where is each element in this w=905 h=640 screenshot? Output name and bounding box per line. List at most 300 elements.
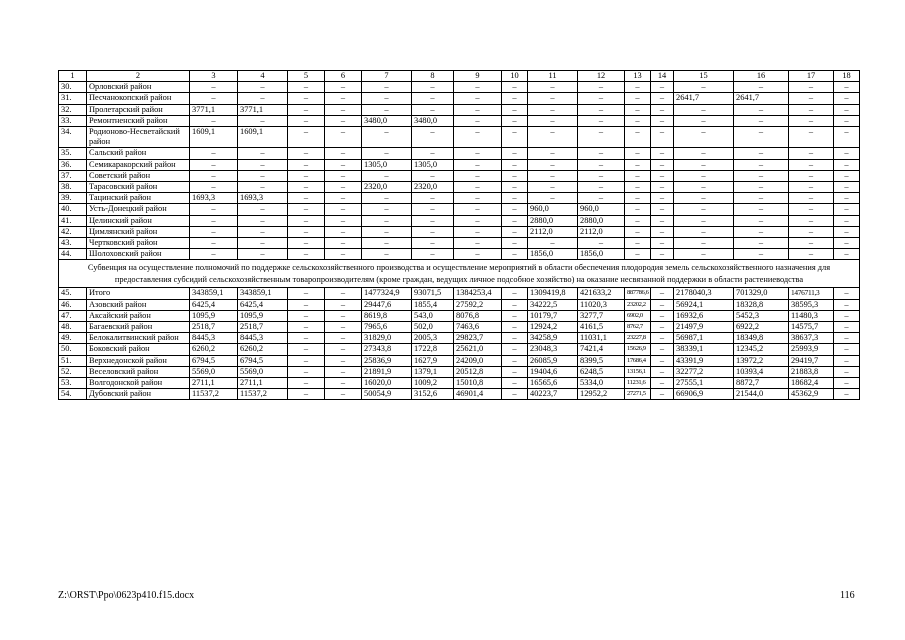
table-cell: 1305,0 <box>412 159 454 170</box>
table-cell: – <box>502 249 528 260</box>
table-cell: – <box>651 82 674 93</box>
table-cell: – <box>651 93 674 104</box>
table-cell: – <box>190 93 238 104</box>
table-cell: 27555,1 <box>674 378 734 389</box>
table-cell: – <box>578 127 625 148</box>
table-cell: 1384253,4 <box>454 288 502 299</box>
table-cell: – <box>238 182 288 193</box>
table-row <box>59 355 860 366</box>
table-cell: – <box>362 170 412 181</box>
row-number-cell: 41. <box>59 215 87 226</box>
table-cell: 2112,0 <box>578 226 625 237</box>
table-cell: – <box>325 288 362 299</box>
table-cell: 6922,2 <box>734 322 789 333</box>
table-cell: 2005,3 <box>412 333 454 344</box>
table-cell: – <box>288 182 325 193</box>
subsidy-table <box>58 70 860 400</box>
table-cell: – <box>528 115 578 126</box>
table-cell: 32277,2 <box>674 366 734 377</box>
table-cell: 8399,5 <box>578 355 625 366</box>
table-cell: – <box>578 82 625 93</box>
table-cell: – <box>834 215 860 226</box>
table-cell: – <box>674 127 734 148</box>
row-number-cell: 47. <box>59 310 87 321</box>
table-cell: 6425,4 <box>190 299 238 310</box>
table-cell: 6902,0 <box>625 310 651 321</box>
table-cell: – <box>362 127 412 148</box>
row-number-cell: 44. <box>59 249 87 260</box>
table-cell: – <box>502 182 528 193</box>
table-cell: – <box>834 170 860 181</box>
table-cell: – <box>325 215 362 226</box>
table-row <box>59 333 860 344</box>
table-cell: – <box>651 238 674 249</box>
table-cell: 11537,2 <box>190 389 238 400</box>
row-number-cell: 48. <box>59 322 87 333</box>
column-number-cell: 3 <box>190 71 238 82</box>
row-number-cell: 51. <box>59 355 87 366</box>
table-cell: – <box>288 249 325 260</box>
table-cell: 25621,0 <box>454 344 502 355</box>
table-cell: – <box>502 226 528 237</box>
table-cell: – <box>502 104 528 115</box>
table-cell: – <box>288 333 325 344</box>
table-cell: – <box>674 226 734 237</box>
table-cell: 24209,0 <box>454 355 502 366</box>
table-cell: – <box>789 159 834 170</box>
table-cell: – <box>325 193 362 204</box>
table-cell: – <box>454 127 502 148</box>
table-cell: – <box>238 148 288 159</box>
table-cell: 15626,9 <box>625 344 651 355</box>
district-name-cell: Верхнедонской район <box>87 355 190 366</box>
table-cell: – <box>502 288 528 299</box>
table-cell: – <box>502 127 528 148</box>
table-cell: 5452,3 <box>734 310 789 321</box>
row-number-cell: 38. <box>59 182 87 193</box>
table-cell: – <box>412 148 454 159</box>
table-cell: – <box>789 82 834 93</box>
district-name-cell: Азовский район <box>87 299 190 310</box>
table-cell: 8445,3 <box>238 333 288 344</box>
table-cell: 5569,0 <box>190 366 238 377</box>
table-cell: – <box>362 148 412 159</box>
table-cell: 26085,9 <box>528 355 578 366</box>
table-row <box>59 249 860 260</box>
table-cell: – <box>325 170 362 181</box>
table-cell: – <box>651 159 674 170</box>
table-cell: – <box>651 322 674 333</box>
column-number-cell: 18 <box>834 71 860 82</box>
table-cell: – <box>625 215 651 226</box>
district-name-cell: Усть-Донецкий район <box>87 204 190 215</box>
column-number-cell: 16 <box>734 71 789 82</box>
table-cell: – <box>734 204 789 215</box>
footer-file-path: Z:\ORST\Ppo\0623p410.f15.docx <box>58 590 195 601</box>
column-number-cell: 8 <box>412 71 454 82</box>
table-cell: 16020,0 <box>362 378 412 389</box>
table-cell: 1095,9 <box>238 310 288 321</box>
table-cell: – <box>238 249 288 260</box>
table-cell: 887786,6 <box>625 288 651 299</box>
table-cell: – <box>288 159 325 170</box>
table-cell: – <box>412 249 454 260</box>
district-name-cell: Целинский район <box>87 215 190 226</box>
table-cell: – <box>238 170 288 181</box>
table-cell: 45362,9 <box>789 389 834 400</box>
table-cell: – <box>834 366 860 377</box>
table-cell: 8076,8 <box>454 310 502 321</box>
table-cell: 93071,5 <box>412 288 454 299</box>
table-cell: 960,0 <box>578 204 625 215</box>
table-cell: 21544,0 <box>734 389 789 400</box>
table-cell: – <box>325 204 362 215</box>
row-number-cell: 52. <box>59 366 87 377</box>
column-number-row <box>59 71 860 82</box>
table-cell: – <box>789 215 834 226</box>
table-cell: – <box>502 170 528 181</box>
table-cell: – <box>325 310 362 321</box>
table-cell: 8445,3 <box>190 333 238 344</box>
table-cell: 1693,3 <box>238 193 288 204</box>
table-cell: – <box>238 159 288 170</box>
column-number-cell: 1 <box>59 71 87 82</box>
table-cell: 14575,7 <box>789 322 834 333</box>
table-cell: – <box>834 127 860 148</box>
table-cell: 8872,7 <box>734 378 789 389</box>
district-name-cell: Итого <box>87 288 190 299</box>
page-number: 116 <box>840 590 855 601</box>
column-number-cell: 5 <box>288 71 325 82</box>
table-cell: 5569,0 <box>238 366 288 377</box>
table-cell: – <box>651 127 674 148</box>
table-cell: 1627,9 <box>412 355 454 366</box>
table-cell: – <box>734 226 789 237</box>
table-cell: – <box>734 170 789 181</box>
district-name-cell: Тарасовский район <box>87 182 190 193</box>
table-cell: – <box>674 215 734 226</box>
table-cell: – <box>834 299 860 310</box>
table-cell: 3771,1 <box>238 104 288 115</box>
column-number-cell: 11 <box>528 71 578 82</box>
table-cell: – <box>834 238 860 249</box>
table-cell: 12952,2 <box>578 389 625 400</box>
table-cell: 27271,5 <box>625 389 651 400</box>
table-cell: 23048,3 <box>528 344 578 355</box>
table-cell: – <box>362 82 412 93</box>
row-number-cell: 30. <box>59 82 87 93</box>
table-cell: 1609,1 <box>238 127 288 148</box>
table-cell: – <box>578 115 625 126</box>
table-cell: – <box>578 148 625 159</box>
table-cell: – <box>288 193 325 204</box>
table-cell: – <box>789 226 834 237</box>
table-cell: – <box>325 159 362 170</box>
table-cell: – <box>834 159 860 170</box>
table-cell: – <box>734 104 789 115</box>
table-cell: – <box>454 93 502 104</box>
table-cell: – <box>502 322 528 333</box>
table-cell: – <box>412 82 454 93</box>
table-cell: 13156,1 <box>625 366 651 377</box>
table-cell: – <box>362 238 412 249</box>
table-cell: 1693,3 <box>190 193 238 204</box>
table-row <box>59 226 860 237</box>
table-cell: – <box>325 148 362 159</box>
table-cell: 1609,1 <box>190 127 238 148</box>
table-cell: – <box>190 115 238 126</box>
table-cell: – <box>502 215 528 226</box>
table-cell: – <box>454 226 502 237</box>
table-cell: – <box>288 366 325 377</box>
table-cell: – <box>625 193 651 204</box>
table-cell: 29419,7 <box>789 355 834 366</box>
table-cell: – <box>325 127 362 148</box>
table-cell: – <box>412 104 454 115</box>
table-cell: 56924,1 <box>674 299 734 310</box>
table-body <box>59 71 860 400</box>
table-cell: – <box>789 238 834 249</box>
table-cell: – <box>325 344 362 355</box>
table-cell: – <box>528 148 578 159</box>
table-cell: – <box>578 159 625 170</box>
table-cell: – <box>834 204 860 215</box>
table-cell: – <box>288 215 325 226</box>
table-cell: 5334,0 <box>578 378 625 389</box>
row-number-cell: 43. <box>59 238 87 249</box>
district-name-cell: Песчанокопский район <box>87 93 190 104</box>
table-cell: – <box>454 238 502 249</box>
table-cell: 1856,0 <box>578 249 625 260</box>
table-cell: – <box>325 226 362 237</box>
section-title-row <box>59 260 860 288</box>
table-cell: 2178040,3 <box>674 288 734 299</box>
table-cell: – <box>190 226 238 237</box>
table-cell: 2112,0 <box>528 226 578 237</box>
table-cell: – <box>625 238 651 249</box>
table-cell: – <box>325 182 362 193</box>
table-cell: 1095,9 <box>190 310 238 321</box>
table-row <box>59 344 860 355</box>
table-cell: 960,0 <box>528 204 578 215</box>
table-cell: – <box>528 93 578 104</box>
table-cell: – <box>362 249 412 260</box>
table-cell: – <box>674 170 734 181</box>
table-cell: – <box>412 204 454 215</box>
table-cell: – <box>288 389 325 400</box>
table-cell: 1379,1 <box>412 366 454 377</box>
table-cell: 18682,4 <box>789 378 834 389</box>
table-cell: 1009,2 <box>412 378 454 389</box>
row-number-cell: 42. <box>59 226 87 237</box>
district-name-cell: Аксайский район <box>87 310 190 321</box>
table-cell: – <box>834 82 860 93</box>
table-cell: – <box>288 310 325 321</box>
table-cell: – <box>325 82 362 93</box>
table-cell: 1856,0 <box>528 249 578 260</box>
table-cell: – <box>412 193 454 204</box>
table-cell: – <box>625 127 651 148</box>
table-cell: – <box>625 170 651 181</box>
table-cell: 2880,0 <box>528 215 578 226</box>
table-cell: 343859,1 <box>238 288 288 299</box>
row-number-cell: 33. <box>59 115 87 126</box>
table-cell: – <box>238 215 288 226</box>
table-cell: – <box>238 226 288 237</box>
table-cell: – <box>288 93 325 104</box>
table-cell: – <box>454 148 502 159</box>
table-cell: 15010,8 <box>454 378 502 389</box>
table-cell: – <box>528 82 578 93</box>
table-cell: – <box>674 182 734 193</box>
table-cell: 701329,0 <box>734 288 789 299</box>
table-cell: – <box>651 344 674 355</box>
table-cell: – <box>578 193 625 204</box>
table-cell: 56987,1 <box>674 333 734 344</box>
table-cell: 2711,1 <box>238 378 288 389</box>
table-cell: 66906,9 <box>674 389 734 400</box>
table-cell: – <box>625 82 651 93</box>
table-cell: – <box>288 82 325 93</box>
table-cell: – <box>578 170 625 181</box>
table-cell: – <box>834 249 860 260</box>
row-number-cell: 31. <box>59 93 87 104</box>
table-cell: 2711,1 <box>190 378 238 389</box>
table-cell: – <box>625 159 651 170</box>
table-cell: – <box>502 148 528 159</box>
table-cell: 29447,6 <box>362 299 412 310</box>
table-cell: 3277,7 <box>578 310 625 321</box>
table-cell: – <box>789 93 834 104</box>
table-cell: – <box>412 93 454 104</box>
table-cell: – <box>651 115 674 126</box>
table-cell: – <box>625 182 651 193</box>
table-cell: – <box>190 182 238 193</box>
table-cell: 11537,2 <box>238 389 288 400</box>
table-cell: – <box>789 170 834 181</box>
row-number-cell: 45. <box>59 288 87 299</box>
table-row <box>59 182 860 193</box>
table-cell: 11020,3 <box>578 299 625 310</box>
table-cell: 25836,9 <box>362 355 412 366</box>
table-cell: – <box>789 204 834 215</box>
table-cell: – <box>325 378 362 389</box>
table-cell: 3771,1 <box>190 104 238 115</box>
district-name-cell: Родионово-Несветайский район <box>87 127 190 148</box>
table-row <box>59 115 860 126</box>
table-cell: 25993,9 <box>789 344 834 355</box>
table-cell: – <box>789 182 834 193</box>
table-cell: – <box>528 170 578 181</box>
table-cell: – <box>362 204 412 215</box>
table-cell: – <box>734 148 789 159</box>
table-cell: – <box>651 104 674 115</box>
row-number-cell: 53. <box>59 378 87 389</box>
district-name-cell: Волгодонской район <box>87 378 190 389</box>
table-cell: 3480,0 <box>362 115 412 126</box>
table-cell: – <box>502 159 528 170</box>
table-cell: – <box>734 238 789 249</box>
row-number-cell: 40. <box>59 204 87 215</box>
table-cell: 343859,1 <box>190 288 238 299</box>
table-cell: 50054,9 <box>362 389 412 400</box>
column-number-cell: 6 <box>325 71 362 82</box>
district-name-cell: Тацинский район <box>87 193 190 204</box>
table-cell: – <box>734 249 789 260</box>
table-cell: 2320,0 <box>362 182 412 193</box>
table-row <box>59 378 860 389</box>
table-cell: – <box>288 127 325 148</box>
table-cell: – <box>625 204 651 215</box>
table-cell: – <box>834 148 860 159</box>
table-cell: – <box>454 249 502 260</box>
table-cell: – <box>502 204 528 215</box>
table-cell: 6260,2 <box>190 344 238 355</box>
table-cell: 6794,5 <box>238 355 288 366</box>
table-cell: 21891,9 <box>362 366 412 377</box>
table-cell: – <box>238 204 288 215</box>
district-name-cell: Семикаракорский район <box>87 159 190 170</box>
column-number-cell: 17 <box>789 71 834 82</box>
table-cell: – <box>528 159 578 170</box>
table-cell: – <box>578 182 625 193</box>
table-cell: 40223,7 <box>528 389 578 400</box>
column-number-cell: 2 <box>87 71 190 82</box>
table-cell: – <box>834 115 860 126</box>
table-cell: 543,0 <box>412 310 454 321</box>
table-cell: – <box>502 93 528 104</box>
table-cell: 7421,4 <box>578 344 625 355</box>
table-cell: – <box>789 127 834 148</box>
table-cell: – <box>834 378 860 389</box>
table-cell: – <box>651 226 674 237</box>
table-row <box>59 204 860 215</box>
table-cell: – <box>502 193 528 204</box>
table-cell: 38637,3 <box>789 333 834 344</box>
table-cell: – <box>325 104 362 115</box>
table-cell: – <box>362 193 412 204</box>
table-cell: 13972,2 <box>734 355 789 366</box>
table-row <box>59 310 860 321</box>
table-cell: – <box>834 193 860 204</box>
column-number-cell: 15 <box>674 71 734 82</box>
column-number-cell: 9 <box>454 71 502 82</box>
table-cell: – <box>288 238 325 249</box>
table-cell: – <box>834 322 860 333</box>
table-cell: – <box>651 299 674 310</box>
table-cell: 27343,8 <box>362 344 412 355</box>
column-number-cell: 10 <box>502 71 528 82</box>
table-cell: – <box>502 366 528 377</box>
table-cell: – <box>651 310 674 321</box>
table-cell: – <box>288 226 325 237</box>
column-number-cell: 7 <box>362 71 412 82</box>
table-cell: 2641,7 <box>734 93 789 104</box>
table-cell: – <box>454 193 502 204</box>
table-cell: – <box>412 226 454 237</box>
column-number-cell: 12 <box>578 71 625 82</box>
table-row <box>59 148 860 159</box>
table-cell: 29823,7 <box>454 333 502 344</box>
table-cell: – <box>362 104 412 115</box>
row-number-cell: 50. <box>59 344 87 355</box>
table-row <box>59 366 860 377</box>
table-cell: – <box>288 115 325 126</box>
table-cell: – <box>502 82 528 93</box>
table-cell: 12924,2 <box>528 322 578 333</box>
table-cell: – <box>674 193 734 204</box>
table-cell: – <box>325 366 362 377</box>
